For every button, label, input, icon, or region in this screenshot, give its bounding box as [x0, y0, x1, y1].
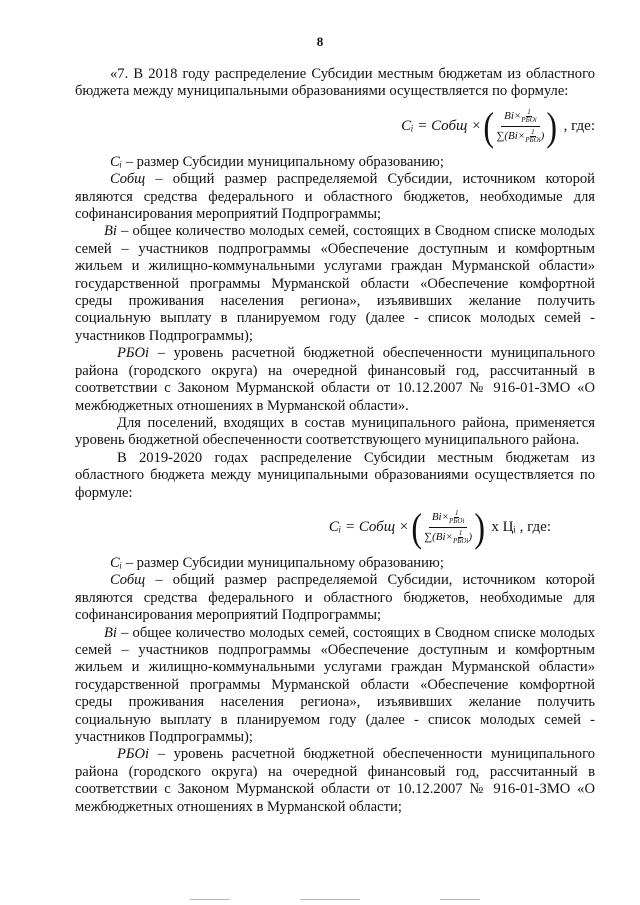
definition-ci — [75, 555, 595, 572]
inner-num: 1 — [458, 529, 463, 538]
definition-text: – общий размер распределяемой Субсидии, источником которой являются средства федерального и областного бюджетов, необходимые для софинансирования мероприятий Подпрограммы; — [75, 171, 595, 223]
symbol-ci: Cᵢ — [110, 554, 123, 571]
formula-fraction — [497, 109, 545, 144]
page-footer-marks — [0, 893, 640, 905]
scan-mark — [190, 899, 230, 900]
inner-den: РБОi — [452, 537, 469, 546]
paren-right: ) — [474, 504, 486, 550]
formula-tail: x Цᵢ , где: — [491, 519, 551, 536]
definition-text: – уровень расчетной бюджетной обеспеченности муниципального района (городского округа) на очередной финансовый год, рассчитанный в соответствии с Законом Мурманской области от 10.12.2007 № 916-01-ЗМО «О межбюджетных отношениях в Мурманской области». — [75, 345, 595, 414]
inner-den: РБОi — [449, 517, 465, 526]
fraction-numerator — [501, 109, 540, 127]
paren-left: ( — [411, 504, 422, 550]
symbol-bi: Bi — [104, 624, 117, 641]
inner-num: 1 — [454, 509, 459, 518]
formula-lhs: Cᵢ = Cобщ × — [328, 519, 409, 536]
paren-left: ( — [483, 103, 495, 149]
formula-2019 — [75, 504, 551, 550]
definition-rboi — [75, 746, 595, 816]
formula-2018 — [75, 103, 595, 149]
definition-text: – общее количество молодых семей, состоящих в Сводном списке молодых семей – участников подпрограммы «Обеспечение доступным и комфортным жильем и жилищно-коммунальными услугами граждан Мурманской области» государственной программы Мурманской области «Обеспечение комфортной среды проживания населения региона», изъявивших желание получить социальную выплату в планируемом году (далее - список молодых семей - участников Подпрограммы); — [75, 624, 595, 745]
denominator-text: ∑(Bi× — [424, 531, 453, 544]
paragraph-settlements: Для поселений, входящих в состав муниципального района, применяется уровень бюджетной обеспеченности соответствующего муниципального района. — [75, 414, 595, 449]
formula-lhs: Cᵢ = Cобщ × — [401, 118, 482, 135]
definition-ci — [75, 154, 595, 171]
symbol-ci: Cᵢ — [110, 153, 123, 170]
symbol-cobsh: Cобщ — [110, 572, 146, 589]
denominator-close: ) — [468, 531, 473, 544]
definition-bi — [75, 223, 595, 345]
definition-text: – уровень расчетной бюджетной обеспеченности муниципального района (городского округа) на очередной финансовый год, рассчитанный в соответствии с Законом Мурманской области от 10.12.2007 № 916-01-ЗМО «О межбюджетных отношениях в Мурманской области; — [75, 746, 595, 815]
definition-bi — [75, 625, 595, 747]
document-body — [75, 66, 595, 816]
inner-num: 1 — [527, 108, 531, 117]
scan-mark — [300, 899, 360, 900]
symbol-rboi: РБОi — [117, 345, 150, 362]
numerator-text: Bi× — [504, 110, 522, 123]
inner-den: РБОi — [521, 116, 537, 125]
fraction-denominator — [424, 528, 472, 545]
formula-tail: , где: — [563, 118, 595, 135]
page-number: 8 — [316, 34, 324, 49]
definition-rboi — [75, 345, 595, 415]
denominator-close: ) — [540, 130, 545, 143]
inner-den: РБОi — [525, 136, 541, 145]
symbol-rboi: РБОi — [117, 746, 150, 763]
inner-num: 1 — [531, 128, 535, 137]
fraction-numerator — [429, 510, 468, 528]
inner-fraction — [525, 129, 540, 144]
definition-text: – размер Субсидии муниципальному образованию; — [122, 554, 444, 571]
paragraph-intro-2018: «7. В 2018 году распределение Субсидии местным бюджетам из областного бюджета между муниципальными образованиями осуществляется по формуле: — [75, 66, 595, 100]
symbol-bi: Bi — [104, 223, 117, 240]
definition-text: – общее количество молодых семей, состоящих в Сводном списке молодых семей – участников подпрограммы «Обеспечение доступным и комфортным жильем и жилищно-коммунальными услугами граждан Мурманской области» государственной программы Мурманской области «Обеспечение комфортной среды проживания населения региона», изъявивших желание получить социальную выплату в планируемом году (далее - список молодых семей - участников Подпрограммы); — [75, 223, 595, 344]
definition-cobsh — [75, 171, 595, 223]
inner-fraction — [453, 530, 468, 545]
scan-mark — [440, 899, 480, 900]
inner-fraction — [449, 510, 464, 525]
paragraph-intro-2019: В 2019-2020 годах распределение Субсидии местным бюджетам из областного бюджета между муниципальными образованиями осуществляется по формуле: — [75, 449, 595, 501]
definition-text: – общий размер распределяемой Субсидии, источником которой являются средства федерального и областного бюджетов, необходимые для софинансирования мероприятий Подпрограммы; — [75, 572, 595, 624]
fraction-denominator — [497, 127, 545, 144]
definition-text: – размер Субсидии муниципальному образованию; — [122, 153, 444, 170]
symbol-cobsh: Cобщ — [110, 171, 146, 188]
paren-right: ) — [546, 103, 558, 149]
definition-cobsh — [75, 572, 595, 624]
inner-fraction — [521, 109, 536, 124]
numerator-text: Bi× — [431, 511, 450, 524]
formula-fraction — [424, 510, 472, 545]
denominator-text: ∑(Bi× — [496, 130, 526, 143]
